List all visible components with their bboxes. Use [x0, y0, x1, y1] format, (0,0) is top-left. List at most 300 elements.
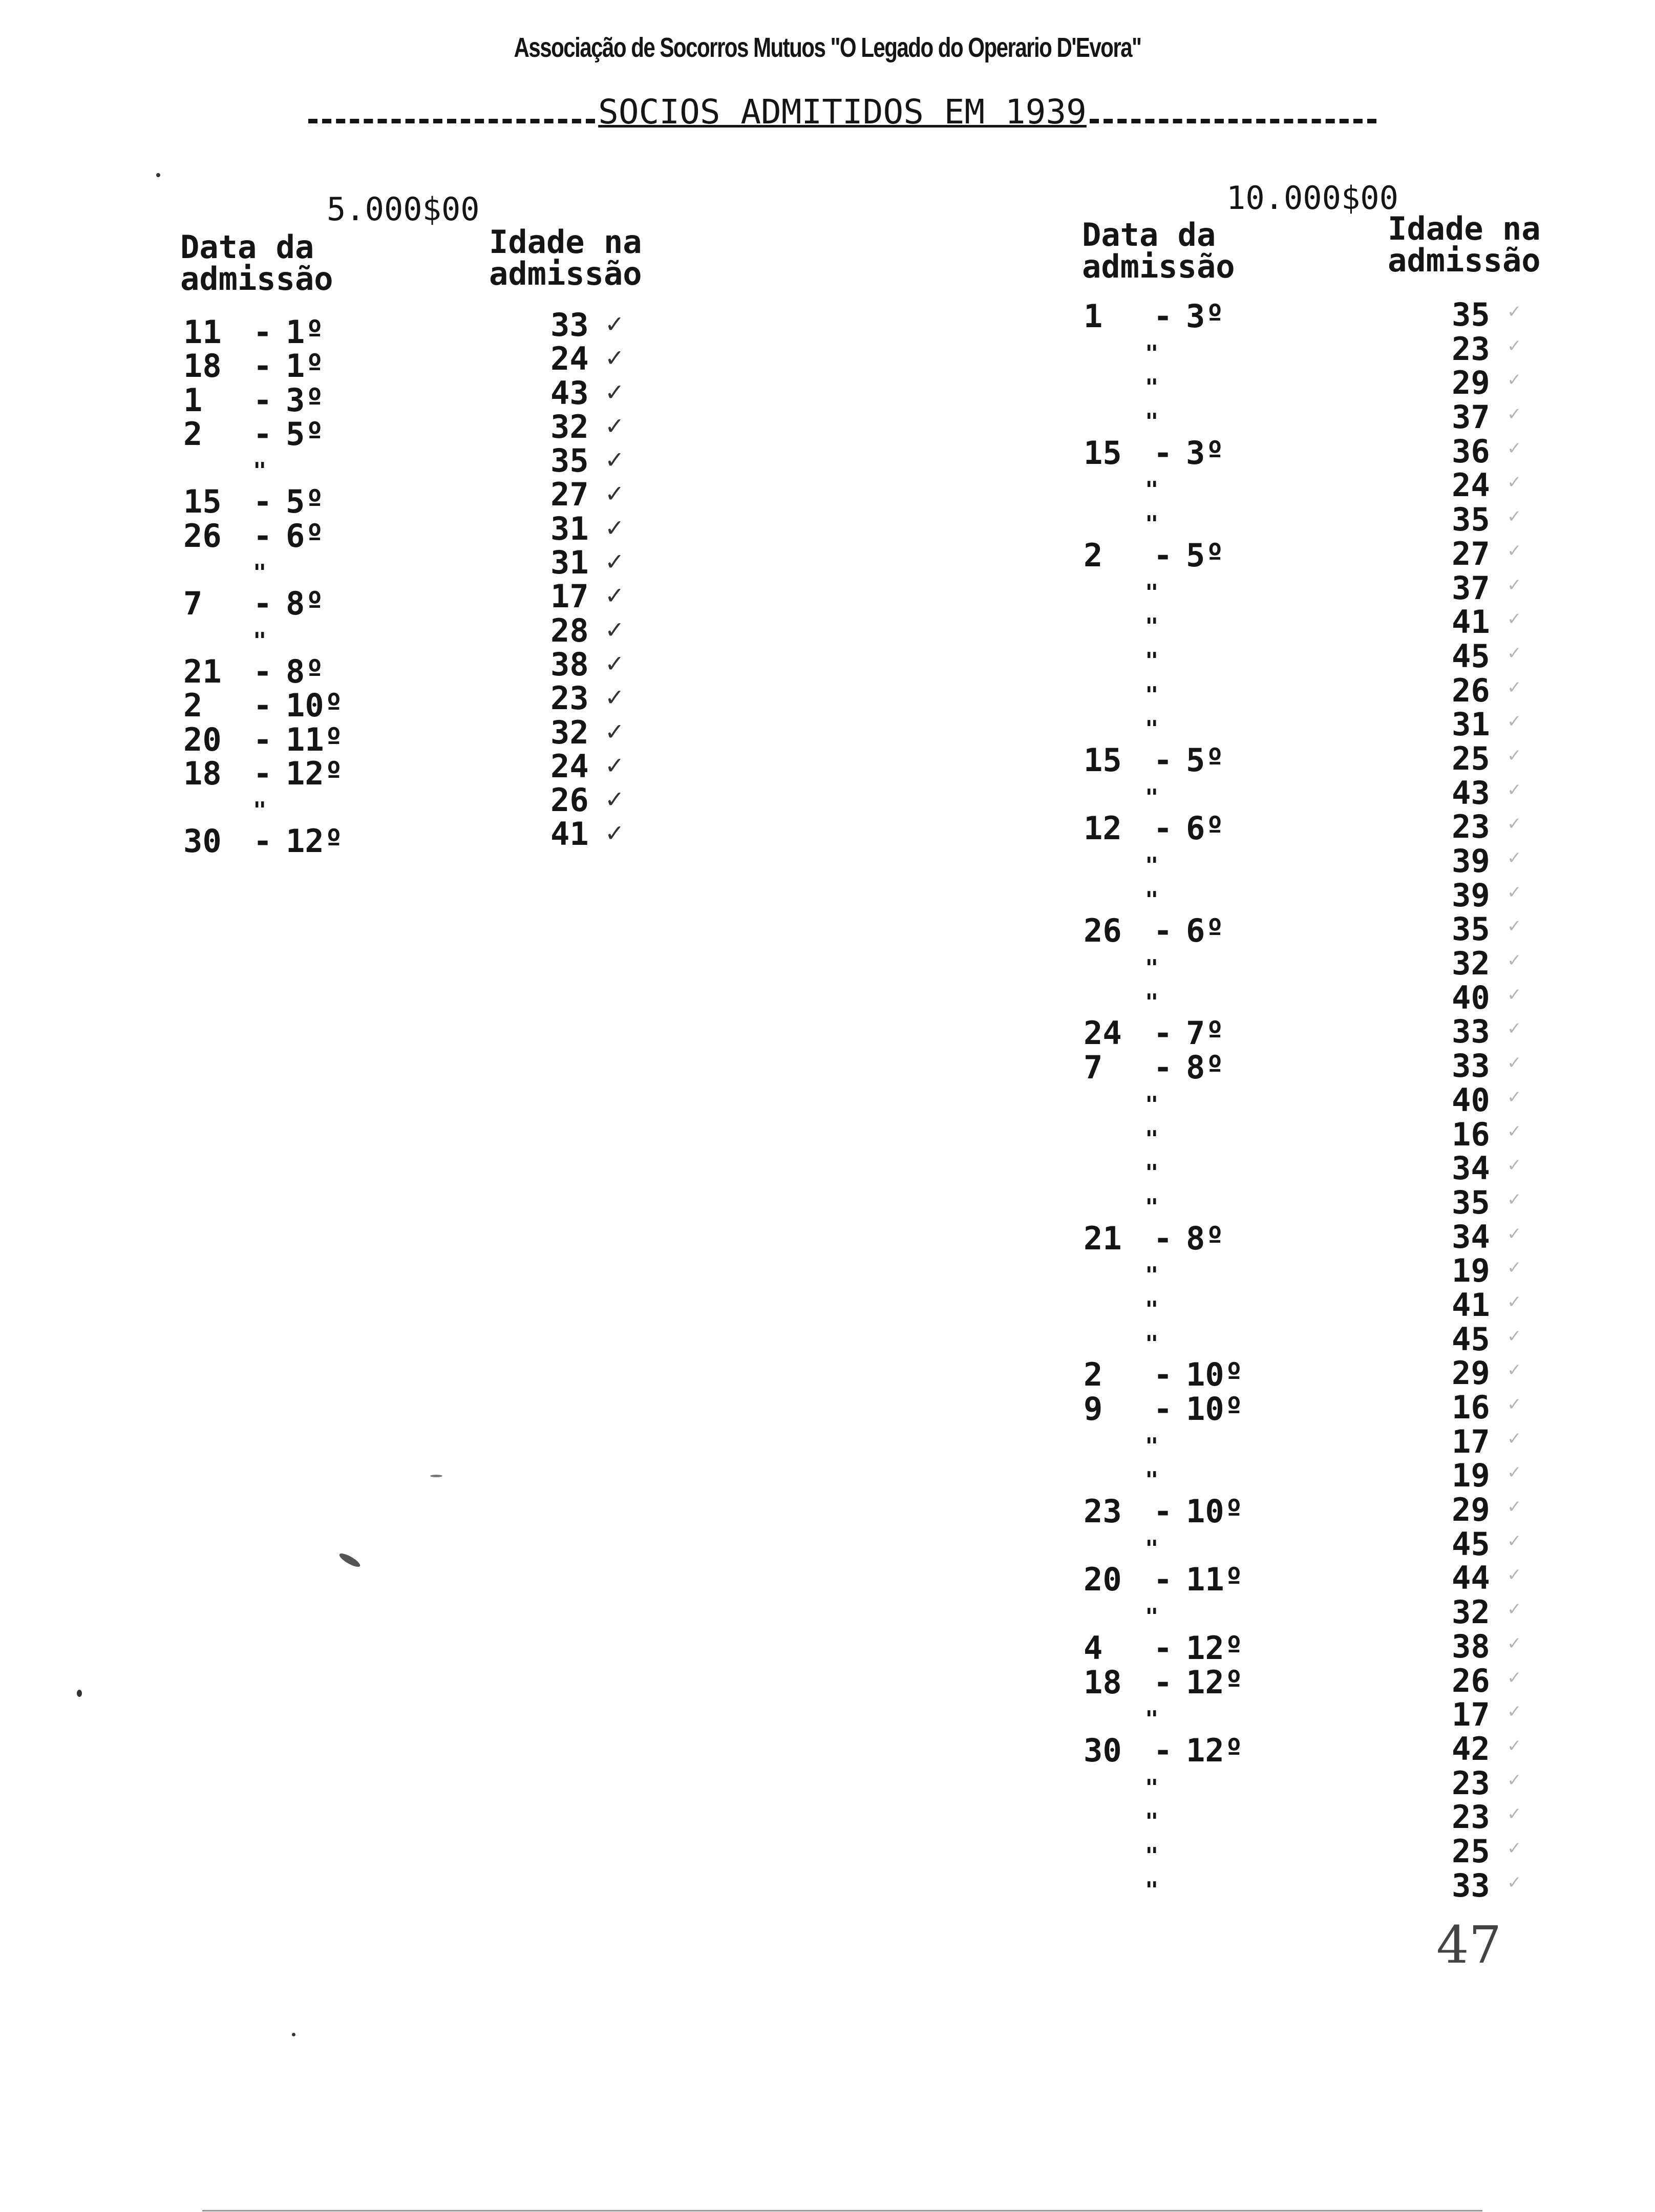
check-mark: ✓ — [605, 582, 625, 610]
left-age-header: Idade na admissão — [489, 223, 642, 292]
admission-month: 11º — [286, 720, 343, 758]
admission-day: 30 — [1084, 1731, 1122, 1769]
check-mark: ✓ — [1507, 1394, 1522, 1415]
admission-month: 11º — [1186, 1561, 1243, 1599]
check-mark: ✓ — [1507, 950, 1522, 971]
admission-age: 36 — [1452, 432, 1490, 470]
admission-age: 17 — [550, 578, 589, 615]
age-row — [1452, 910, 1522, 948]
age-row — [1452, 569, 1522, 607]
date-row — [1084, 1324, 1243, 1358]
admission-day: 2 — [183, 415, 203, 453]
admission-month: 5º — [286, 415, 324, 453]
date-separator: - — [253, 381, 272, 419]
ditto-mark: " — [1145, 340, 1159, 367]
date-row — [183, 824, 343, 858]
admission-day: 24 — [1084, 1014, 1122, 1052]
admission-age: 33 — [550, 306, 589, 344]
admission-age: 29 — [1452, 1354, 1490, 1392]
date-row — [1084, 1187, 1243, 1222]
date-separator: - — [1153, 536, 1173, 574]
admission-age: 35 — [1452, 296, 1490, 333]
age-row — [1452, 1866, 1522, 1904]
right-amount: 10.000$00 — [1226, 179, 1398, 217]
ditto-mark: " — [1145, 1262, 1159, 1289]
check-mark: ✓ — [1507, 984, 1522, 1005]
admission-age: 32 — [1452, 1593, 1490, 1631]
admission-day: 11 — [183, 313, 222, 351]
admission-age: 26 — [1452, 1662, 1490, 1699]
admission-age: 38 — [550, 645, 589, 683]
admission-age: 39 — [1452, 876, 1490, 914]
document-title: SOCIOS ADMITIDOS EM 1939 — [598, 92, 1087, 132]
admission-day: 18 — [1084, 1663, 1122, 1701]
age-row — [1452, 535, 1522, 572]
organization-header: Associação de Socorros Mutuos "O Legado do Operario D'Evora" — [514, 32, 1141, 63]
admission-age: 23 — [1452, 1798, 1490, 1836]
admission-age: 25 — [1452, 739, 1490, 777]
date-separator: - — [253, 652, 272, 690]
admission-day: 1 — [183, 381, 203, 419]
admission-day: 15 — [183, 483, 222, 521]
admission-age: 40 — [1452, 979, 1490, 1016]
date-separator: - — [253, 483, 272, 521]
check-mark: ✓ — [1507, 1223, 1522, 1244]
check-mark: ✓ — [1507, 814, 1522, 835]
check-mark: ✓ — [1507, 506, 1522, 527]
admission-month: 10º — [286, 687, 343, 725]
date-row — [1084, 1768, 1243, 1802]
age-row — [1452, 432, 1522, 470]
date-separator: - — [253, 720, 272, 758]
date-separator: - — [253, 754, 272, 792]
ditto-mark: " — [1145, 716, 1159, 742]
ditto-mark: " — [1145, 579, 1159, 606]
check-mark: ✓ — [1507, 1462, 1522, 1483]
date-row — [1084, 1085, 1243, 1119]
date-row — [1084, 504, 1243, 539]
date-row — [1084, 1119, 1243, 1154]
admission-month: 12º — [286, 754, 343, 792]
check-mark: ✓ — [1507, 1838, 1522, 1859]
admission-day: 20 — [183, 720, 222, 758]
ditto-mark: " — [1145, 682, 1159, 708]
date-row — [183, 754, 343, 792]
admission-month: 12º — [1186, 1663, 1243, 1701]
admission-age: 33 — [1452, 1013, 1490, 1051]
admission-day: 20 — [1084, 1561, 1122, 1599]
admission-day: 30 — [183, 822, 222, 860]
date-row — [1084, 1290, 1243, 1324]
age-row — [1452, 1764, 1522, 1802]
check-mark: ✓ — [605, 412, 625, 440]
date-separator: - — [1153, 1629, 1173, 1667]
date-separator: - — [1153, 1561, 1173, 1599]
right-age-header: Idade na admissão — [1388, 210, 1541, 279]
age-row — [1452, 1457, 1522, 1495]
check-mark: ✓ — [1507, 916, 1522, 937]
admission-age: 17 — [1452, 1696, 1490, 1734]
date-separator: - — [253, 517, 272, 555]
check-mark: ✓ — [605, 819, 625, 847]
check-mark: ✓ — [605, 717, 625, 746]
admission-age: 44 — [1452, 1559, 1490, 1597]
date-row — [1084, 1358, 1243, 1392]
date-row — [1084, 536, 1243, 574]
age-row — [1452, 1798, 1522, 1836]
admission-day: 9 — [1084, 1390, 1103, 1428]
bottom-edge-line — [202, 2210, 1482, 2211]
date-row — [1084, 778, 1243, 812]
age-row — [550, 544, 625, 582]
admission-month: 6º — [1186, 810, 1224, 847]
date-row — [183, 791, 343, 824]
date-row — [183, 451, 343, 485]
age-row — [1452, 1286, 1522, 1324]
ditto-mark: " — [1145, 477, 1159, 503]
admission-age: 27 — [550, 476, 589, 514]
admission-age: 38 — [1452, 1627, 1490, 1665]
check-mark: ✓ — [605, 649, 625, 677]
age-row — [1452, 774, 1522, 812]
admission-day: 7 — [1084, 1049, 1103, 1087]
admission-month: 8º — [286, 585, 324, 623]
ditto-mark: " — [1145, 1194, 1159, 1220]
admission-day: 7 — [183, 585, 203, 623]
date-separator: - — [1153, 1493, 1173, 1530]
age-row — [550, 713, 625, 751]
right-date-header: Data da admissão — [1082, 216, 1235, 285]
admission-age: 28 — [550, 611, 589, 649]
date-row — [1084, 436, 1243, 471]
check-mark: ✓ — [1507, 540, 1522, 561]
check-mark: ✓ — [1507, 472, 1522, 493]
admission-age: 24 — [550, 747, 589, 785]
admission-day: 21 — [1084, 1219, 1122, 1257]
date-row — [1084, 1495, 1243, 1529]
admission-age: 31 — [550, 509, 589, 547]
age-row — [1452, 1832, 1522, 1870]
check-mark: ✓ — [1507, 1667, 1522, 1688]
ditto-mark: " — [1145, 1296, 1159, 1323]
age-row — [550, 747, 625, 785]
date-separator: - — [1153, 1731, 1173, 1769]
admission-day: 2 — [1084, 1356, 1103, 1394]
right-age-column — [1452, 296, 1522, 1904]
admission-age: 35 — [1452, 501, 1490, 539]
left-amount: 5.000$00 — [327, 190, 480, 228]
date-row — [183, 720, 343, 758]
admission-month: 7º — [1186, 1014, 1224, 1052]
check-mark: ✓ — [1507, 1121, 1522, 1142]
ditto-mark: " — [1145, 1091, 1159, 1118]
age-row — [1452, 1559, 1522, 1597]
age-row — [1452, 1525, 1522, 1563]
date-row — [1084, 1631, 1243, 1666]
date-row — [1084, 1016, 1243, 1051]
check-mark: ✓ — [1507, 1565, 1522, 1586]
ditto-mark: " — [1145, 886, 1159, 913]
admission-day: 12 — [1084, 810, 1122, 847]
date-row — [183, 485, 343, 519]
check-mark: ✓ — [1507, 848, 1522, 868]
check-mark: ✓ — [1507, 677, 1522, 698]
scan-mark — [338, 1551, 362, 1569]
admission-age: 34 — [1452, 1218, 1490, 1256]
admission-day: 4 — [1084, 1629, 1103, 1667]
check-mark: ✓ — [1507, 1530, 1522, 1551]
age-row — [1452, 1252, 1522, 1290]
admission-month: 5º — [286, 483, 324, 521]
check-mark: ✓ — [1507, 1701, 1522, 1722]
check-mark: ✓ — [1507, 302, 1522, 322]
ditto-mark: " — [1145, 784, 1159, 811]
check-mark: ✓ — [1507, 370, 1522, 391]
date-row — [1084, 1153, 1243, 1187]
age-row — [550, 645, 625, 683]
admission-age: 29 — [1452, 364, 1490, 402]
admission-month: 3º — [286, 381, 324, 419]
date-separator: - — [253, 687, 272, 725]
age-row — [550, 374, 625, 412]
admission-month: 8º — [1186, 1219, 1224, 1257]
scan-speck — [156, 173, 160, 177]
ditto-mark: " — [1145, 647, 1159, 674]
age-row — [1452, 1183, 1522, 1221]
date-row — [1084, 709, 1243, 743]
admission-age: 23 — [1452, 330, 1490, 368]
admission-age: 23 — [550, 679, 589, 717]
check-mark: ✓ — [605, 615, 625, 644]
age-row — [1452, 364, 1522, 402]
date-row — [1084, 1256, 1243, 1290]
date-separator: - — [1153, 741, 1173, 779]
age-row — [1452, 466, 1522, 504]
date-row — [183, 687, 343, 725]
age-row — [1452, 876, 1522, 914]
admission-day: 21 — [183, 652, 222, 690]
admission-age: 41 — [1452, 603, 1490, 641]
check-mark: ✓ — [1507, 1189, 1522, 1210]
scan-speck — [77, 1690, 82, 1697]
ditto-mark: " — [253, 560, 267, 586]
ditto-mark: " — [1145, 613, 1159, 640]
admission-age: 33 — [1452, 1047, 1490, 1085]
admission-month: 12º — [286, 822, 343, 860]
age-row — [1452, 842, 1522, 880]
admission-age: 31 — [1452, 706, 1490, 743]
admission-month: 3º — [1186, 434, 1224, 472]
age-row — [1452, 296, 1522, 333]
check-mark: ✓ — [1507, 335, 1522, 356]
age-row — [1452, 1593, 1522, 1631]
admission-age: 25 — [1452, 1832, 1490, 1870]
check-mark: ✓ — [605, 684, 625, 712]
age-row — [1452, 1422, 1522, 1460]
title-line — [307, 92, 1377, 132]
ditto-mark: " — [1145, 853, 1159, 879]
date-row — [1084, 1663, 1243, 1701]
admission-age: 35 — [1452, 1183, 1490, 1221]
admission-month: 1º — [286, 313, 324, 351]
date-separator: - — [1153, 1356, 1173, 1394]
ditto-mark: " — [1145, 1842, 1159, 1869]
check-mark: ✓ — [1507, 1053, 1522, 1074]
admission-age: 19 — [1452, 1457, 1490, 1495]
date-separator: - — [253, 313, 272, 351]
check-mark: ✓ — [1507, 1428, 1522, 1449]
date-separator: - — [1153, 1014, 1173, 1052]
admission-age: 40 — [1452, 1081, 1490, 1119]
check-mark: ✓ — [605, 785, 625, 814]
check-mark: ✓ — [1507, 1155, 1522, 1176]
age-row — [1452, 671, 1522, 709]
admission-month: 10º — [1186, 1493, 1243, 1530]
age-row — [1452, 1389, 1522, 1426]
date-separator: - — [1153, 1663, 1173, 1701]
check-mark: ✓ — [605, 548, 625, 576]
date-row — [183, 652, 343, 690]
admission-age: 16 — [1452, 1389, 1490, 1426]
check-mark: ✓ — [1507, 1633, 1522, 1654]
scan-mark — [430, 1475, 442, 1477]
date-row — [183, 621, 343, 655]
admission-age: 23 — [1452, 1764, 1490, 1802]
age-row — [550, 509, 625, 547]
admission-month: 12º — [1186, 1629, 1243, 1667]
ditto-mark: " — [1145, 1809, 1159, 1835]
check-mark: ✓ — [1507, 1018, 1522, 1039]
date-separator: - — [1153, 1049, 1173, 1087]
date-row — [1084, 297, 1243, 335]
admission-age: 26 — [1452, 671, 1490, 709]
age-row — [1452, 1013, 1522, 1051]
check-mark: ✓ — [605, 514, 625, 542]
check-mark: ✓ — [605, 344, 625, 372]
date-row — [183, 553, 343, 587]
date-row — [1084, 470, 1243, 504]
age-row — [1452, 1081, 1522, 1119]
admission-age: 24 — [1452, 466, 1490, 504]
age-row — [550, 815, 625, 853]
date-row — [183, 381, 343, 419]
admission-month: 1º — [286, 347, 324, 385]
date-row — [183, 417, 343, 451]
age-row — [550, 306, 625, 344]
ditto-mark: " — [1145, 955, 1159, 982]
ditto-mark: " — [1145, 1706, 1159, 1733]
check-mark: ✓ — [1507, 1804, 1522, 1825]
check-mark: ✓ — [1507, 643, 1522, 664]
check-mark: ✓ — [605, 310, 625, 338]
age-row — [1452, 1696, 1522, 1734]
admission-age: 43 — [1452, 774, 1490, 812]
date-row — [183, 519, 343, 553]
check-mark: ✓ — [1507, 745, 1522, 766]
date-separator: - — [1153, 912, 1173, 950]
date-separator: - — [1153, 434, 1173, 472]
right-date-column — [1084, 297, 1243, 1904]
check-mark: ✓ — [1507, 1599, 1522, 1620]
date-row — [1084, 948, 1243, 983]
age-row — [1452, 1354, 1522, 1392]
admission-age: 34 — [1452, 1150, 1490, 1187]
title-dash-left — [308, 119, 595, 123]
date-row — [1084, 983, 1243, 1017]
date-row — [1084, 368, 1243, 402]
date-row — [1084, 573, 1243, 607]
admission-month: 10º — [1186, 1356, 1243, 1394]
age-row — [1452, 1115, 1522, 1153]
age-row — [550, 408, 625, 445]
date-row — [1084, 880, 1243, 914]
date-row — [1084, 846, 1243, 880]
admission-age: 32 — [550, 713, 589, 751]
age-row — [1452, 979, 1522, 1016]
age-row — [1452, 1730, 1522, 1768]
date-separator: - — [253, 347, 272, 385]
admission-age: 19 — [1452, 1252, 1490, 1290]
check-mark: ✓ — [605, 378, 625, 406]
admission-month: 12º — [1186, 1731, 1243, 1769]
admission-day: 15 — [1084, 434, 1122, 472]
left-date-column — [183, 315, 343, 859]
admission-month: 8º — [1186, 1049, 1224, 1087]
age-row — [550, 578, 625, 615]
admission-age: 45 — [1452, 1525, 1490, 1563]
admission-month: 8º — [286, 652, 324, 690]
ditto-mark: " — [1145, 1774, 1159, 1801]
ditto-mark: " — [1145, 1330, 1159, 1357]
date-row — [1084, 1870, 1243, 1905]
ditto-mark: " — [1145, 374, 1159, 401]
date-row — [1084, 334, 1243, 368]
date-row — [1084, 1427, 1243, 1461]
check-mark: ✓ — [1507, 575, 1522, 595]
admission-day: 1 — [1084, 297, 1103, 335]
date-row — [1084, 1699, 1243, 1734]
admission-age: 37 — [1452, 569, 1490, 607]
admission-age: 27 — [1452, 535, 1490, 572]
check-mark: ✓ — [1507, 882, 1522, 903]
admission-age: 17 — [1452, 1422, 1490, 1460]
admission-age: 32 — [550, 408, 589, 445]
ditto-mark: " — [253, 627, 267, 654]
age-row — [550, 611, 625, 649]
admission-day: 15 — [1084, 741, 1122, 779]
ditto-mark: " — [1145, 1160, 1159, 1186]
date-row — [1084, 1460, 1243, 1495]
age-row — [1452, 1662, 1522, 1699]
date-separator: - — [1153, 297, 1173, 335]
date-row — [1084, 1836, 1243, 1870]
date-separator: - — [253, 585, 272, 623]
ditto-mark: " — [1145, 989, 1159, 1015]
age-row — [1452, 739, 1522, 777]
ditto-mark: " — [1145, 511, 1159, 538]
check-mark: ✓ — [1507, 438, 1522, 459]
age-row — [1452, 1150, 1522, 1187]
date-row — [1084, 1392, 1243, 1427]
admission-age: 24 — [550, 340, 589, 378]
date-row — [1084, 1051, 1243, 1085]
date-row — [1084, 1563, 1243, 1597]
admission-age: 23 — [1452, 808, 1490, 846]
check-mark: ✓ — [1507, 1735, 1522, 1756]
scan-speck — [292, 2033, 295, 2036]
check-mark: ✓ — [1507, 779, 1522, 800]
age-row — [550, 679, 625, 717]
